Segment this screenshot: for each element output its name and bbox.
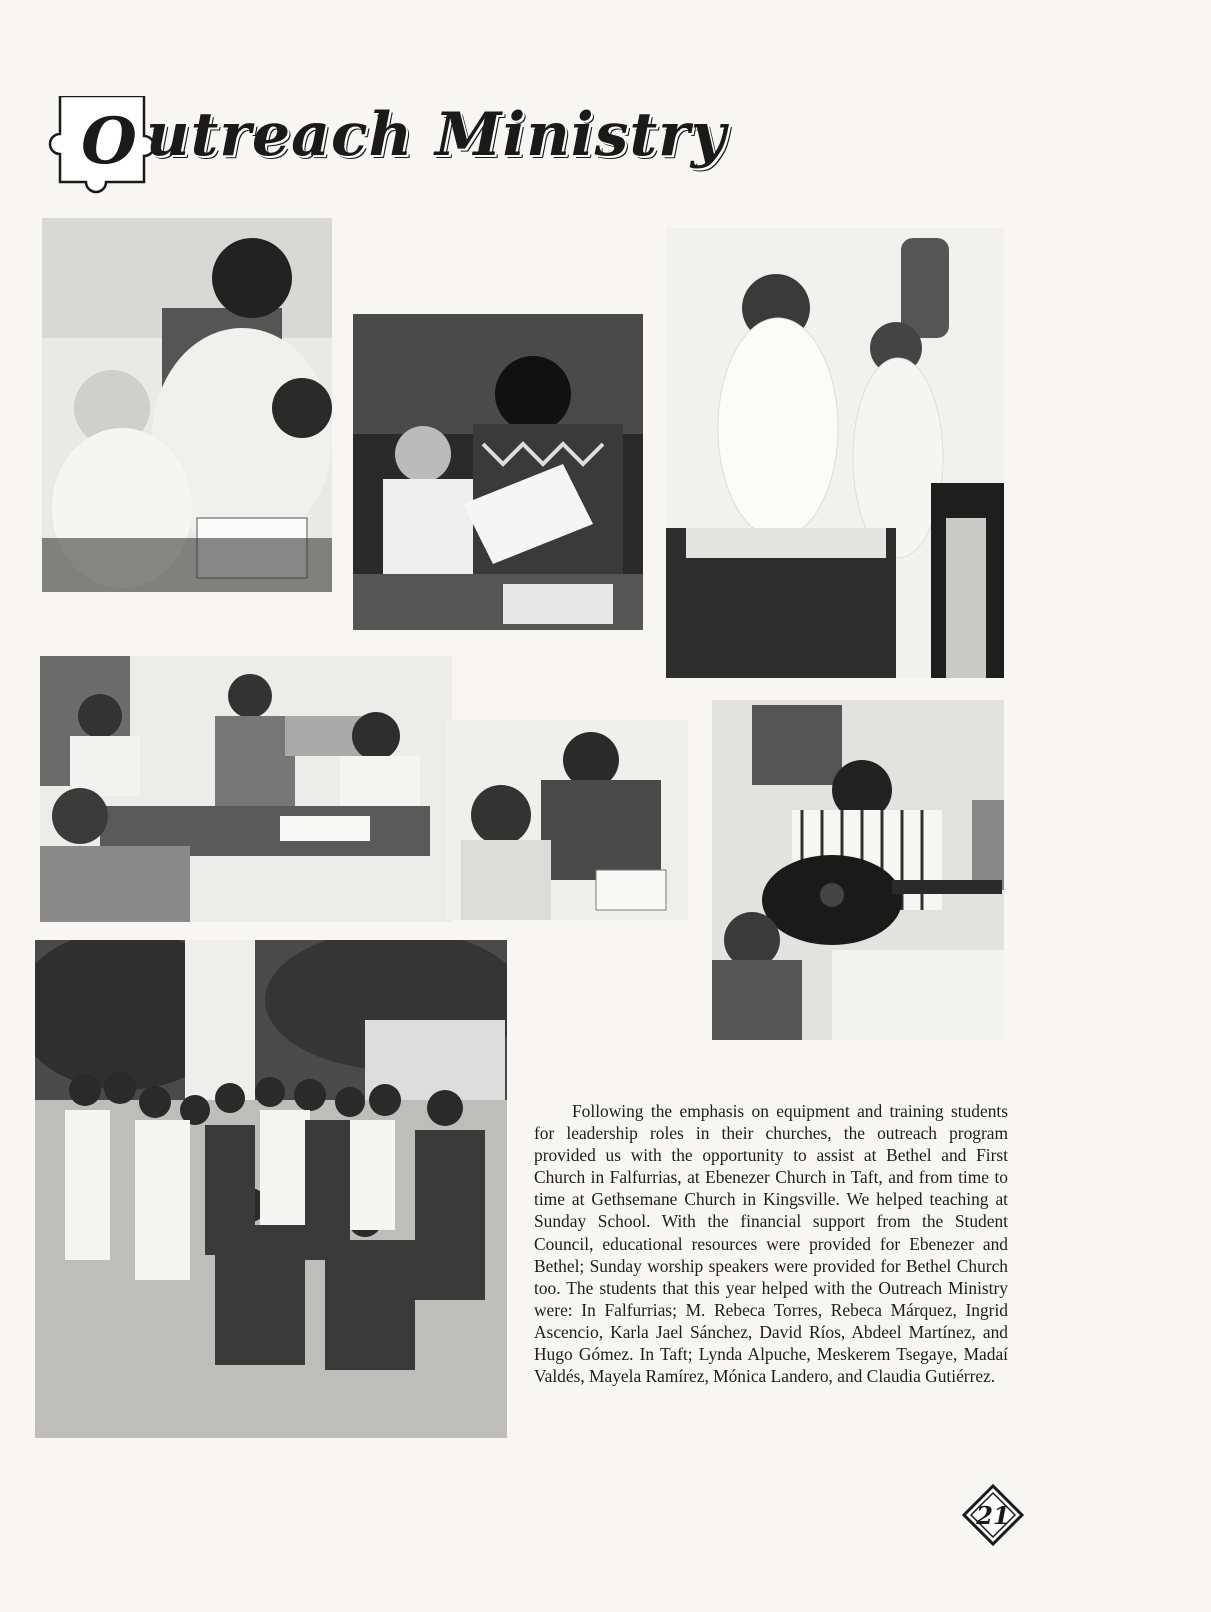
photo-teacher-with-children: [42, 218, 332, 592]
photo-icon: [446, 720, 688, 920]
photo-girls-singing: [666, 228, 1004, 678]
page-number: 21: [976, 1500, 1010, 1530]
photo-sunday-school-table: [40, 656, 452, 922]
photo-icon: [712, 700, 1004, 1040]
photo-icon: [35, 940, 507, 1438]
title-initial: O: [81, 103, 137, 179]
photo-student-reading-with-girl: [353, 314, 643, 630]
photo-teacher-and-boy: [446, 720, 688, 920]
page-number-badge: [962, 1484, 1024, 1546]
photo-group-outdoors: [35, 940, 507, 1438]
body-paragraph: Following the emphasis on equipment and training students for leadership roles in their churches, the outreach program provided us with the opportunity to assist at Bethel and First Church in Falfurrias, at Ebenezer Church in Taft, and from time to time at Gethsemane Church in Kingsville. We helped teaching at Sunday School. With the financial support from the Student Council, educational resources were provided for Ebenezer and Bethel; Sunday worship speakers were provided for Bethel Church too. The students that this year helped with the Outreach Ministry were: In Falfurrias; M. Rebeca Torres, Rebeca Márquez, Ingrid Ascencio, Karla Jael Sánchez, David Ríos, Abdeel Martínez, and Hugo Gómez. In Taft; Lynda Alpuche, Meskerem Tsegaye, Madaí Valdés, Mayela Ramírez, Mónica Landero, and Claudia Gutiérrez.: [534, 1101, 1008, 1387]
page-title: [36, 96, 727, 206]
photo-icon: [40, 656, 452, 922]
photo-icon: [353, 314, 643, 630]
photo-guitar-player: [712, 700, 1004, 1040]
photo-icon: [42, 218, 332, 592]
title-text: utreach Ministry: [146, 100, 727, 170]
photo-icon: [666, 228, 1004, 678]
